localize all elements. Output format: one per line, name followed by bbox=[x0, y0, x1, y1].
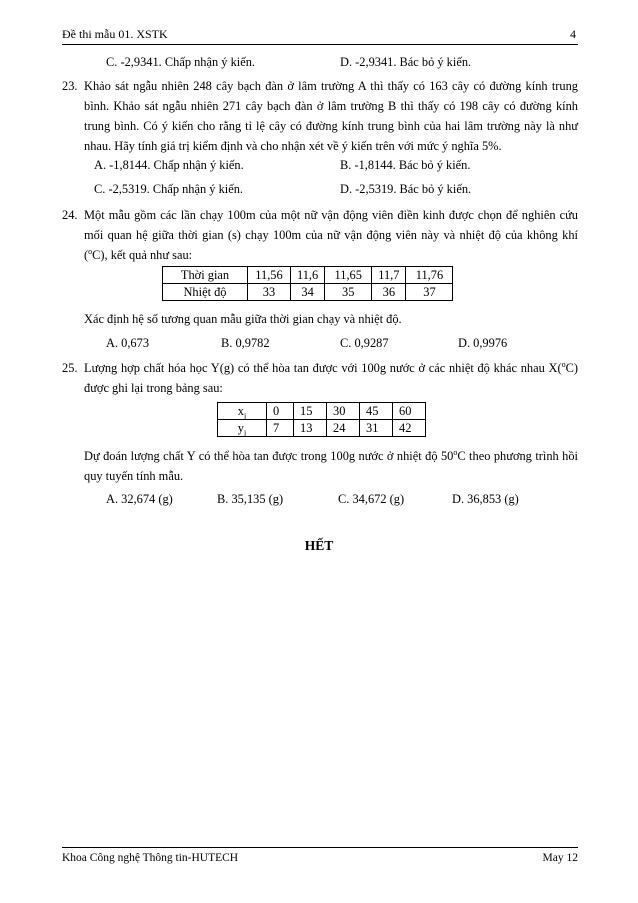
end-heading: HẾT bbox=[304, 538, 334, 553]
table-cell: 0 bbox=[267, 403, 294, 420]
table-cell: 34 bbox=[291, 284, 325, 301]
table-cell: 11,65 bbox=[325, 267, 372, 284]
document-title: Đề thi mẫu 01. XSTK bbox=[62, 27, 168, 41]
page-header bbox=[62, 27, 576, 42]
table-header-cell: Nhiệt độ bbox=[163, 284, 248, 301]
question-text: Khảo sát ngẫu nhiên 248 cây bạch đàn ở lâm trường A thì thấy có 163 cây có đường kính trung bình. Khảo sát ngẫu nhiên 271 cây bạch đàn ở lâm trường B thì thấy có 198 cây có đường kính trung bình. Có ý kiến cho rằng tỉ lệ cây có đường kính trung bình của hai lâm trường này là như nhau. Hãy tính giá trị kiểm định và cho nhận xét về ý kiến trên với mức ý nghĩa 5%. bbox=[84, 79, 578, 153]
table-cell: 37 bbox=[406, 284, 453, 301]
page-number: 4 bbox=[570, 27, 576, 41]
table-cell: 11,7 bbox=[372, 267, 406, 284]
q25-prompt: Dự đoán lượng chất Y có thể hòa tan được trong 100g nước ở nhiệt độ 50$^o$C theo phương trình hồi quy tuyến tính mẫu. bbox=[84, 447, 578, 483]
table-row bbox=[218, 420, 426, 437]
table-cell: 30 bbox=[327, 403, 360, 420]
footer-department: Khoa Công nghệ Thông tin-HUTECH bbox=[62, 852, 239, 864]
table-cell: 11,6 bbox=[291, 267, 325, 284]
table-cell: 60 bbox=[393, 403, 426, 420]
footer-divider bbox=[62, 847, 578, 848]
q24-option-d: D. 0,9976 bbox=[458, 336, 508, 350]
q25-option-b: B. 35,135 (g) bbox=[217, 492, 284, 506]
q25-data-table bbox=[217, 402, 426, 437]
table-cell: 24 bbox=[327, 420, 360, 437]
q23-option-b: B. -1,8144. Bác bỏ ý kiến. bbox=[340, 158, 471, 172]
q25-option-c: C. 34,672 (g) bbox=[338, 492, 405, 506]
q23-option-a: A. -1,8144. Chấp nhận ý kiến. bbox=[94, 158, 244, 172]
table-header-cell: $y_i$ bbox=[218, 420, 267, 437]
question-number: 25. bbox=[62, 361, 78, 375]
q24-option-c: C. 0,9287 bbox=[340, 336, 389, 350]
table-row bbox=[163, 284, 453, 301]
table-cell: 42 bbox=[393, 420, 426, 437]
table-cell: 11,56 bbox=[248, 267, 291, 284]
table-cell: 45 bbox=[360, 403, 393, 420]
table-cell: 35 bbox=[325, 284, 372, 301]
table-cell: 31 bbox=[360, 420, 393, 437]
q24-data-table bbox=[162, 266, 453, 301]
header-divider bbox=[62, 44, 578, 45]
question-number: 23. bbox=[62, 79, 78, 93]
table-header-cell: $x_i$ bbox=[218, 403, 267, 420]
q24-option-b: B. 0,9782 bbox=[221, 336, 270, 350]
q24-prompt: Xác định hệ số tương quan mẫu giữa thời gian chạy và nhiệt độ. bbox=[84, 312, 402, 326]
q25-option-a: A. 32,674 (g) bbox=[106, 492, 173, 506]
q24-option-a: A. 0,673 bbox=[106, 336, 150, 350]
table-cell: 13 bbox=[294, 420, 327, 437]
table-row bbox=[218, 403, 426, 420]
table-cell: 15 bbox=[294, 403, 327, 420]
footer-date: May 12 bbox=[542, 852, 578, 864]
q25-option-d: D. 36,853 (g) bbox=[452, 492, 519, 506]
page-footer bbox=[62, 852, 578, 864]
question-24 bbox=[62, 205, 578, 265]
table-row bbox=[163, 267, 453, 284]
table-cell: 36 bbox=[372, 284, 406, 301]
table-cell: 7 bbox=[267, 420, 294, 437]
table-cell: 33 bbox=[248, 284, 291, 301]
question-25 bbox=[62, 358, 578, 398]
q22-option-d: D. -2,9341. Bác bỏ ý kiến. bbox=[340, 55, 472, 69]
q23-option-c: C. -2,5319. Chấp nhận ý kiến. bbox=[94, 182, 244, 196]
question-number: 24. bbox=[62, 208, 78, 222]
table-cell: 11,76 bbox=[406, 267, 453, 284]
question-23 bbox=[62, 76, 578, 156]
q22-option-c: C. -2,9341. Chấp nhận ý kiến. bbox=[106, 55, 256, 69]
table-header-cell: Thời gian bbox=[163, 267, 248, 284]
q23-option-d: D. -2,5319. Bác bỏ ý kiến. bbox=[340, 182, 472, 196]
question-text: Lượng hợp chất hóa học Y(g) có thể hòa tan được với 100g nước ở các nhiệt độ khác nhau X($^o$C) được ghi lại trong bảng sau: bbox=[84, 359, 578, 395]
question-text: Một mẫu gồm các lần chạy 100m của một nữ vận động viên điền kinh được chọn để nghiên cứu mối quan hệ giữa thời gian (s) chạy 100m của nữ vận động viên này và nhiệt độ của không khí ($^o$C), kết quả như sau: bbox=[84, 208, 578, 262]
